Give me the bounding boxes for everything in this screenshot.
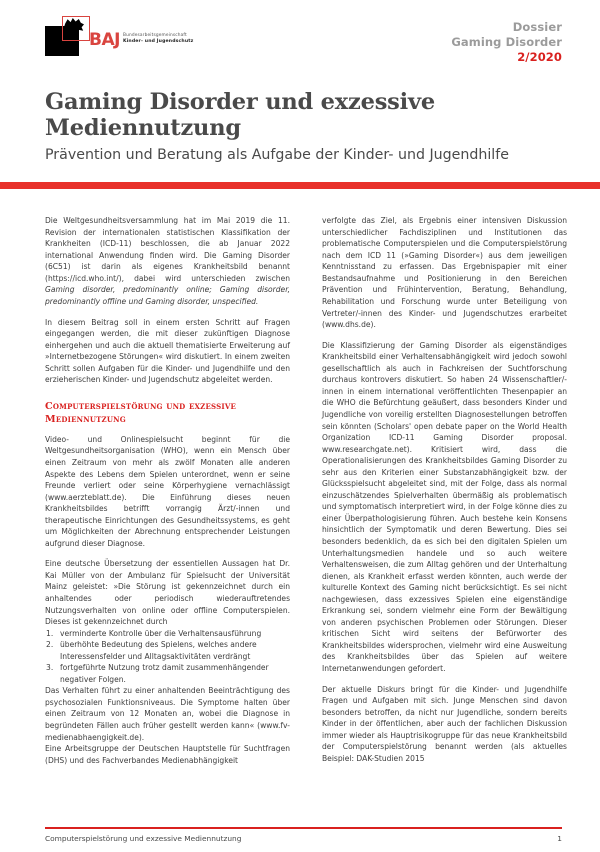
dossier-label: Dossier xyxy=(512,20,562,34)
logo-org-line-1: Bundesarbeitsgemeinschaft xyxy=(123,33,187,38)
paragraph: Der aktuelle Diskurs bringt für die Kinder- und Jugendhilfe Fragen und Aufgaben mit sich. Junge Menschen sind davon besonders betroffen, da nicht nur Jugendliche, sondern bereits Kinder in der öffentlichen, aber auch der fachlichen Diskussion immer wieder als Hauptrisikogruppe für das neue Krankheitsbild der Computerspielstörung benannt werden (als aktuelles Beispiel: DAK-Studien 2015 xyxy=(322,684,567,763)
paragraph: Eine deutsche Übersetzung der essentiellen Aussagen hat Dr. Kai Müller von der Ambulanz für Spielsucht der Universität Mainz geleistet: »Die Störung ist gekennzeichnet durch ein anhaltendes oder periodisch wiederauftretendes Nutzungsverhalten von online oder offline Computerspielen. Dieses ist gekennzeichnet durch xyxy=(45,559,290,627)
page-header xyxy=(0,0,600,84)
logo-org-name xyxy=(123,33,193,45)
article-body xyxy=(0,215,600,775)
dossier-topic: Gaming Disorder xyxy=(451,35,562,50)
title-block xyxy=(0,84,600,164)
page-footer xyxy=(0,827,600,852)
paragraph: Die Klassifizierung der Gaming Disorder als eigenständiges Krankheitsbild einer Verhaltensabhängigkeit wird jedoch sowohl gesellschaftlich als auch in Fachkreisen der Suchtforschung durchaus kontrovers diskutiert. So haben 24 Wissenschaftler/-innen in einem international veröffentlichten Thesenpapier an die WHO die Befürchtung geäußert, dass besonders Kinder und Jugendliche von voreilig erstellten Diagnosestellungen betroffen sein könnten (Scholars' open debate paper on the World Health Organization ICD-11 Gaming Disorder proposal. www.researchgate.net). Kritisiert wird, dass die Operationalisierungen des Krankheitsbildes Gaming Disorder zu sehr aus den Kriterien einer Substanzabhängigkeit bzw. der Glücksspielsucht abgeleitet sind, mit der Folge, dass als normal einzuschätzendes Spielverhalten übermäßig als problematisch und symptomatisch interpretiert wird, in der Folge könne dies zu einer Überpathologisierung führen. Auch bestehe kein Konsens hinsichtlich der Symptomatik und deren Bewertung. Dies sei besonders bedenklich, da es sich bei den digitalen Spielen um Unterhaltungsmedien handele und so auch weitere Verhaltensweisen, die zum Alltag gehören und der Unterhaltung dienen, als Krankheit erfasst werden könnten, auch werde der kulturelle Kontext des Gaming nicht berücksichtigt. Es sei nicht nachgewiesen, dass exzessives Spielen eine eigenständige Erkrankung sei, sondern vielmehr eine Form der Bewältigung von anderen psychischen Problemen oder Störungen. Dieser kritischen Sicht wird seitens der Befürworter des Krankheitsbildes widersprochen, vielmehr wird eine Ausweitung des Krankheitsbildes über das Spielen auf weitere Internetanwendungen gefordert. xyxy=(322,340,567,673)
header-red-rule xyxy=(0,182,600,189)
page-title: Gaming Disorder und exzessive Mediennutzung xyxy=(45,89,435,141)
logo-mark-icon xyxy=(45,16,91,56)
baj-logo xyxy=(45,12,195,60)
paragraph xyxy=(45,215,290,307)
numbered-list xyxy=(45,628,290,686)
dossier-issue-number: 2/2020 xyxy=(517,50,562,65)
logo-org-line-2: Kinder- und Jugendschutz xyxy=(123,39,194,44)
section-heading: Computerspielstörung und exzessive Mediennutzung xyxy=(45,400,236,425)
list-item: überhöhte Bedeutung des Spielens, welches andere Interessensfelder und Alltagsaktivitäten verdrängt xyxy=(60,640,257,661)
footer-title: Computerspielstörung und exzessive Mediennutzung xyxy=(45,834,242,843)
list-item: verminderte Kontrolle über die Verhaltensausführung xyxy=(60,628,262,638)
paragraph: In diesem Beitrag soll in einem ersten Schritt auf Fragen eingegangen werden, die mit dieser zukünftigen Diagnose einhergehen und auch die aktuell thematisierte Erweiterung auf »Internetbezogene Störungen« wird diskutiert. In einem zweiten Schritt sollen Aufgaben für die Kinder- und Jugendhilfe und den erzieherischen Kinder- und Jugendschutz abgeleitet werden. xyxy=(45,317,290,385)
footer-row xyxy=(45,829,562,852)
logo-acronym: BAJ xyxy=(89,30,120,50)
paragraph-text: Die Weltgesundheitsversammlung hat im Mai 2019 die 11. Revision der internationalen statistischen Klassifikation der Krankheiten (ICD-11) beschlossen, die ab Januar 2022 international Anwendung finden wird. Die Gaming Disorder (6C51) ist darin als eigenes Krankheitsbild benannt (https://icd.who.int/), dabei wird unterschieden zwischen xyxy=(45,216,290,283)
paragraph: verfolgte das Ziel, als Ergebnis einer intensiven Diskussion unterschiedlicher Fachdisziplinen und Institutionen das problematische Computerspielen und die Computerspielstörung nach dem ICD 11 (»Gaming Disorder«) aus dem jeweiligen Kenntnisstand zu erfassen. Das Ergebnispapier mit einer Bestandsaufnahme und Positionierung in den Bereichen Prävention und Frühintervention, Beratung, Behandlung, Rehabilitation und Forschung wurde unter Beteiligung von Vertreter/-innen des Kinder- und Jugendschutzes erarbeitet (www.dhs.de). xyxy=(322,216,567,330)
left-column xyxy=(45,215,290,775)
paragraph: Video- und Onlinespielsucht beginnt für die Weltgesundheitsorganisation (WHO), wenn ein Mensch über einen Zeitraum von mehr als zwölf Monaten alle anderen Aspekte des Lebens dem Spielen unterordnet, wenn er seine Freunde verliert oder seine Körperhygiene vernachlässigt (www.aerzteblatt.de). Die Einführung dieses neuen Krankheitsbildes betrifft vorrangig Ärzt/-innen und therapeutische Einrichtungen des Gesundheitssystems, es geht um Möglichkeiten der Abrechnung entsprechender Leistungen aufgrund dieser Diagnose. xyxy=(45,434,290,548)
paragraph: Das Verhalten führt zu einer anhaltenden Beeinträchtigung des psychosozialen Funktionsniveaus. Die Symptome halten über einen Zeitraum von 12 Monaten an, wobei die Diagnose in begründeten Fällen auch früher gestellt werden kann« (www.fv-medienabhaengigkeit.de). xyxy=(45,686,290,742)
paragraph: Eine Arbeitsgruppe der Deutschen Hauptstelle für Suchtfragen (DHS) und des Fachverbandes Medienabhängigkeit xyxy=(45,744,290,765)
page-number: 1 xyxy=(557,834,562,843)
paragraph-italic-text: Gaming disorder, predominantly online; Gaming disorder, predominantly offline und Gaming disorder, unspecified. xyxy=(45,285,290,307)
right-column xyxy=(322,215,567,775)
list-item: fortgeführte Nutzung trotz damit zusammenhängender negativer Folgen. xyxy=(60,663,269,684)
page-subtitle: Prävention und Beratung als Aufgabe der Kinder- und Jugendhilfe xyxy=(45,146,509,163)
dossier-label-block xyxy=(451,12,562,66)
